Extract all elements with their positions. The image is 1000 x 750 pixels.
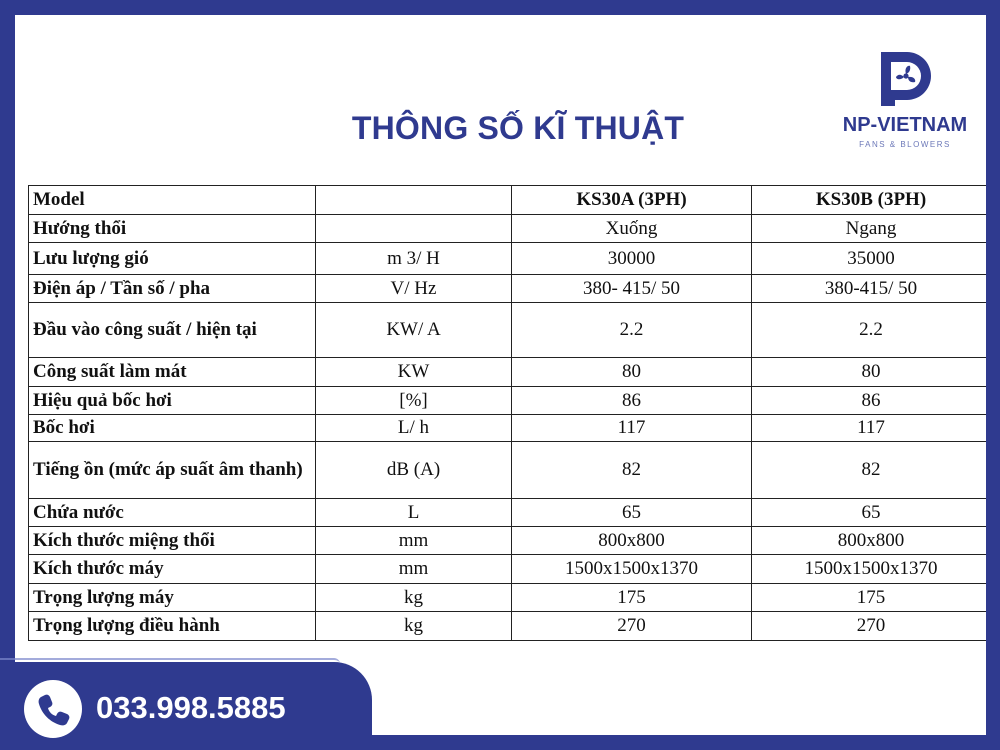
row-label: Hiệu quả bốc hơi — [29, 387, 316, 415]
phone-icon — [24, 680, 82, 738]
row-value-ks30a: 270 — [512, 612, 752, 641]
brand-logo[interactable] — [830, 50, 980, 170]
row-label: Bốc hơi — [29, 415, 316, 442]
header-ks30b: KS30B (3PH) — [752, 186, 987, 215]
row-unit: kg — [316, 612, 512, 641]
row-value-ks30b: 1500x1500x1370 — [752, 555, 987, 584]
row-value-ks30b: 175 — [752, 584, 987, 612]
row-value-ks30b: 65 — [752, 499, 987, 527]
row-value-ks30a: 80 — [512, 358, 752, 387]
row-label: Hướng thổi — [29, 215, 316, 243]
brand-name: NP-VIETNAM — [842, 114, 968, 136]
row-value-ks30b: Ngang — [752, 215, 987, 243]
row-value-ks30b: 800x800 — [752, 527, 987, 555]
row-label: Trọng lượng máy — [29, 584, 316, 612]
table-row — [29, 499, 987, 527]
row-unit: kg — [316, 584, 512, 612]
row-unit: KW/ A — [316, 303, 512, 358]
row-value-ks30a: 380- 415/ 50 — [512, 275, 752, 303]
row-label: Kích thước miệng thổi — [29, 527, 316, 555]
row-label: Trọng lượng điều hành — [29, 612, 316, 641]
row-unit: V/ Hz — [316, 275, 512, 303]
row-label: Chứa nước — [29, 499, 316, 527]
phone-button[interactable] — [24, 680, 82, 738]
row-value-ks30b: 117 — [752, 415, 987, 442]
header-model: Model — [29, 186, 316, 215]
row-value-ks30a: 65 — [512, 499, 752, 527]
table-row — [29, 584, 987, 612]
np-logo-icon — [879, 50, 931, 106]
table-row — [29, 415, 987, 442]
row-value-ks30b: 80 — [752, 358, 987, 387]
row-value-ks30b: 2.2 — [752, 303, 987, 358]
row-value-ks30b: 270 — [752, 612, 987, 641]
header-ks30a: KS30A (3PH) — [512, 186, 752, 215]
table-header-row — [29, 186, 987, 215]
row-value-ks30a: Xuống — [512, 215, 752, 243]
header-unit — [316, 186, 512, 215]
table-row — [29, 527, 987, 555]
row-value-ks30a: 175 — [512, 584, 752, 612]
row-unit: dB (A) — [316, 442, 512, 499]
row-unit: mm — [316, 527, 512, 555]
row-label: Điện áp / Tần số / pha — [29, 275, 316, 303]
table-row — [29, 275, 987, 303]
row-unit: mm — [316, 555, 512, 584]
page-title: THÔNG SỐ KĨ THUẬT — [351, 110, 685, 146]
row-unit: [%] — [316, 387, 512, 415]
row-value-ks30a: 1500x1500x1370 — [512, 555, 752, 584]
row-value-ks30b: 380-415/ 50 — [752, 275, 987, 303]
table-row — [29, 612, 987, 641]
row-value-ks30a: 117 — [512, 415, 752, 442]
table-row — [29, 442, 987, 499]
row-value-ks30a: 2.2 — [512, 303, 752, 358]
phone-number[interactable]: 033.998.5885 — [96, 690, 286, 725]
table-row — [29, 387, 987, 415]
spec-table — [28, 185, 986, 641]
row-value-ks30a: 86 — [512, 387, 752, 415]
row-value-ks30a: 30000 — [512, 243, 752, 275]
row-value-ks30a: 800x800 — [512, 527, 752, 555]
table-row — [29, 358, 987, 387]
row-value-ks30a: 82 — [512, 442, 752, 499]
spec-card — [15, 15, 986, 735]
row-unit: m 3/ H — [316, 243, 512, 275]
row-unit: KW — [316, 358, 512, 387]
table-row — [29, 303, 987, 358]
table-row — [29, 215, 987, 243]
row-label: Tiếng ồn (mức áp suất âm thanh) — [29, 442, 316, 499]
row-value-ks30b: 82 — [752, 442, 987, 499]
row-label: Lưu lượng gió — [29, 243, 316, 275]
row-unit: L/ h — [316, 415, 512, 442]
table-row — [29, 243, 987, 275]
row-value-ks30b: 35000 — [752, 243, 987, 275]
brand-tagline: FANS & BLOWERS — [859, 140, 951, 149]
row-label: Đầu vào công suất / hiện tại — [29, 303, 316, 358]
row-unit: L — [316, 499, 512, 527]
row-label: Công suất làm mát — [29, 358, 316, 387]
table-row — [29, 555, 987, 584]
row-unit — [316, 215, 512, 243]
row-value-ks30b: 86 — [752, 387, 987, 415]
row-label: Kích thước máy — [29, 555, 316, 584]
